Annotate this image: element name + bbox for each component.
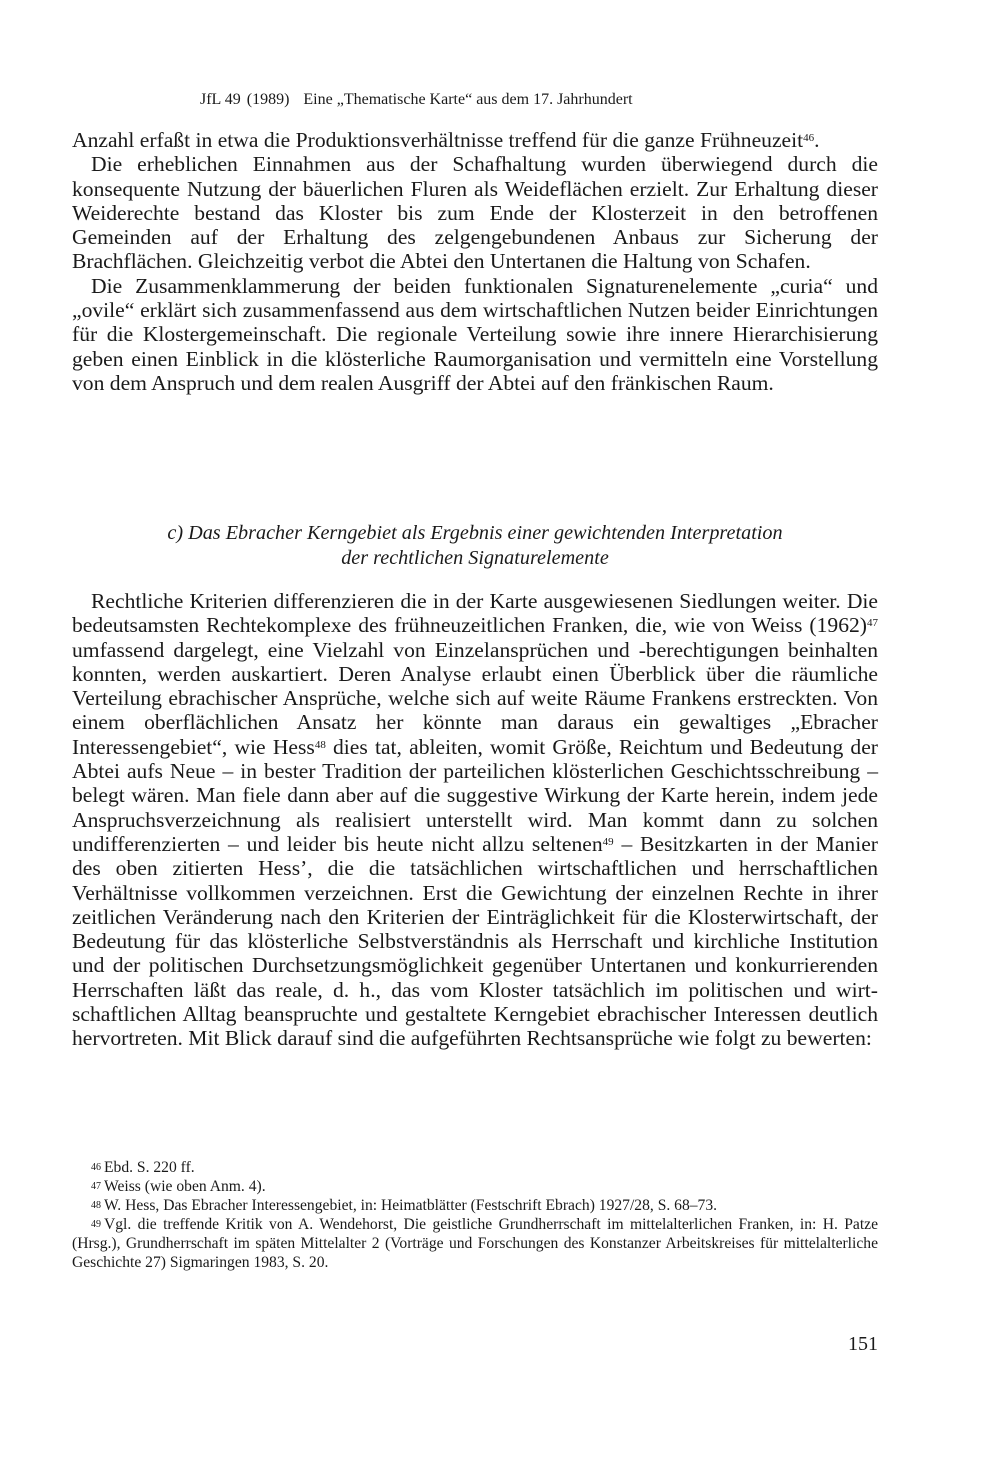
footnotes <box>72 1158 878 1272</box>
body-section-1 <box>72 128 878 395</box>
footnote-number: 49 <box>91 1219 101 1230</box>
footnote-ref-49: 49 <box>602 835 614 848</box>
paragraph-1-end: . <box>814 128 820 152</box>
section-subheading <box>72 521 878 571</box>
footnote-text: Vgl. die treffende Kritik von A. Wendehorst, Die geistliche Grundherrschaft im mittelalterlichen Franken, in: H. Patze (Hrsg.), Grundherrschaft im späten Mittelalter 2 (Vorträge und Forschungen des Konstanzer Arbeitskreises für mittelalterliche Geschichte 27) Sigmaringen 1983, S. 20. <box>72 1216 878 1271</box>
footnote <box>72 1158 878 1177</box>
footnote-number: 47 <box>91 1181 101 1192</box>
paragraph-4-text-a: Rechtliche Kriterien differenzieren die in der Karte ausgewiesenen Siedlungen weiter. Die bedeutsamsten Rechtekomplexe des frühneuzeitlichen Franken, die, wie von Weiss (1962) <box>72 589 878 638</box>
footnote-number: 46 <box>91 1162 101 1173</box>
journal-name: JfL 49 <box>200 91 241 108</box>
body-section-2 <box>72 589 878 1051</box>
footnote-text: Ebd. S. 220 ff. <box>104 1159 195 1176</box>
footnote-ref-46: 46 <box>803 132 815 144</box>
paragraph-4-text-c: dies tat, ableiten, womit Größe, Reichtum und Bedeutung der Abtei aufs Neue – in bester Tradition der parteilichen klösterlichen Geschichtsschreibung – belegt wären. Man fiele dann aber auf die suggestive Wirkung der Karte herein, indem jede Anspruchsverzeichnung als realisiert unterstellt wird. Man kommt dann zu solchen undifferenzierten – und leider bis heute nicht allzu seltenen <box>72 734 878 856</box>
footnote <box>72 1215 878 1272</box>
paragraph-1-text: Anzahl erfaßt in etwa die Produktionsverhältnisse treffend für die ganze Frühneuzeit <box>72 128 804 152</box>
paragraph-4-text-d: – Besitzkarten in der Manier des oben zitierten Hess’, die die tatsächlichen wirtschaftlichen und herrschaftlichen Verhältnisse vollkommen verzeichnen. Erst die Gewichtung der einzelnen Rechte in ihrer zeitlichen Veränderung nach den Kriterien der Einträglichkeit für die Klosterwirtschaft, der Bedeutung für das klösterliche Selbstverständnis als Herrschaft und kirchliche Institution und der politischen Durchsetzungsmöglichkeit gegenüber Untertanen und konkurrierenden Herrschaften läßt das reale, d. h., das vom Kloster tatsächlich im politischen und wirtschaftlichen Alltag beanspruchte und gestaltete Kerngebiet ebrachischer Interessen deutlich hervortreten. Mit Blick darauf sind die aufgeführten Rechtsansprüche wie folgt zu bewerten: <box>72 831 878 1051</box>
running-head <box>200 91 633 109</box>
subheading-line-2: der rechtlichen Signaturelemente <box>341 547 609 569</box>
paragraph-1 <box>72 128 878 152</box>
journal-year: (1989) <box>246 91 290 108</box>
footnote-ref-47: 47 <box>867 617 878 630</box>
page-number: 151 <box>848 1333 878 1355</box>
paragraph-4 <box>72 589 878 1051</box>
footnote-text: Weiss (wie oben Anm. 4). <box>104 1178 266 1195</box>
paragraph-2: Die erheblichen Einnahmen aus der Schafhaltung wurden überwiegend durch die konsequente Nutzung der bäuerlichen Fluren als Weideflächen erzielt. Zur Erhaltung dieser Weiderechte bestand das Kloster bis zum Ende der Klosterzeit in den betroffenen Gemeinden auf der Erhaltung des zelgengebundenen Anbaus zur Sicherung der Brachflächen. Gleichzeitig verbot die Abtei den Untertanen die Haltung von Schafen. <box>72 152 878 274</box>
paragraph-3: Die Zusammenklammerung der beiden funktionalen Signaturenelemente „curia“ und „ovile“ erklärt sich zusammenfassend aus dem wirtschaftlichen Nutzen beider Einrichtungen für die Klostergemeinschaft. Die regionale Verteilung sowie ihre innere Hierarchisierung geben einen Einblick in die klösterliche Raumorganisation und vermitteln eine Vorstellung von dem Anspruch und dem realen Ausgriff der Abtei auf den fränkischen Raum. <box>72 273 878 395</box>
paragraph-4-text-b: umfassend dargelegt, eine Vielzahl von Einzelansprüchen und -berechtigungen beinhalten konnten, werden auskartiert. Deren Analyse erlaubt einen Überblick über die räumliche Verteilung ebrachischer Ansprüche, welche sich auf weite Räume Frankens erstreckten. Von einem oberflächlichen Ansatz her könnte man daraus ein gewaltiges „Ebracher Interessengebiet“, wie Hess <box>72 637 878 759</box>
subheading-line-1: c) Das Ebracher Kerngebiet als Ergebnis einer gewichtenden Interpretation <box>167 522 783 544</box>
footnote-text: W. Hess, Das Ebracher Interessengebiet, in: Heimatblätter (Festschrift Ebrach) 1927/28, S. 68–73. <box>104 1197 718 1214</box>
footnote <box>72 1177 878 1196</box>
article-title: Eine „Thematische Karte“ aus dem 17. Jahrhundert <box>303 91 633 108</box>
footnote-ref-48: 48 <box>314 738 326 751</box>
footnote <box>72 1196 878 1215</box>
footnote-number: 48 <box>91 1200 101 1211</box>
